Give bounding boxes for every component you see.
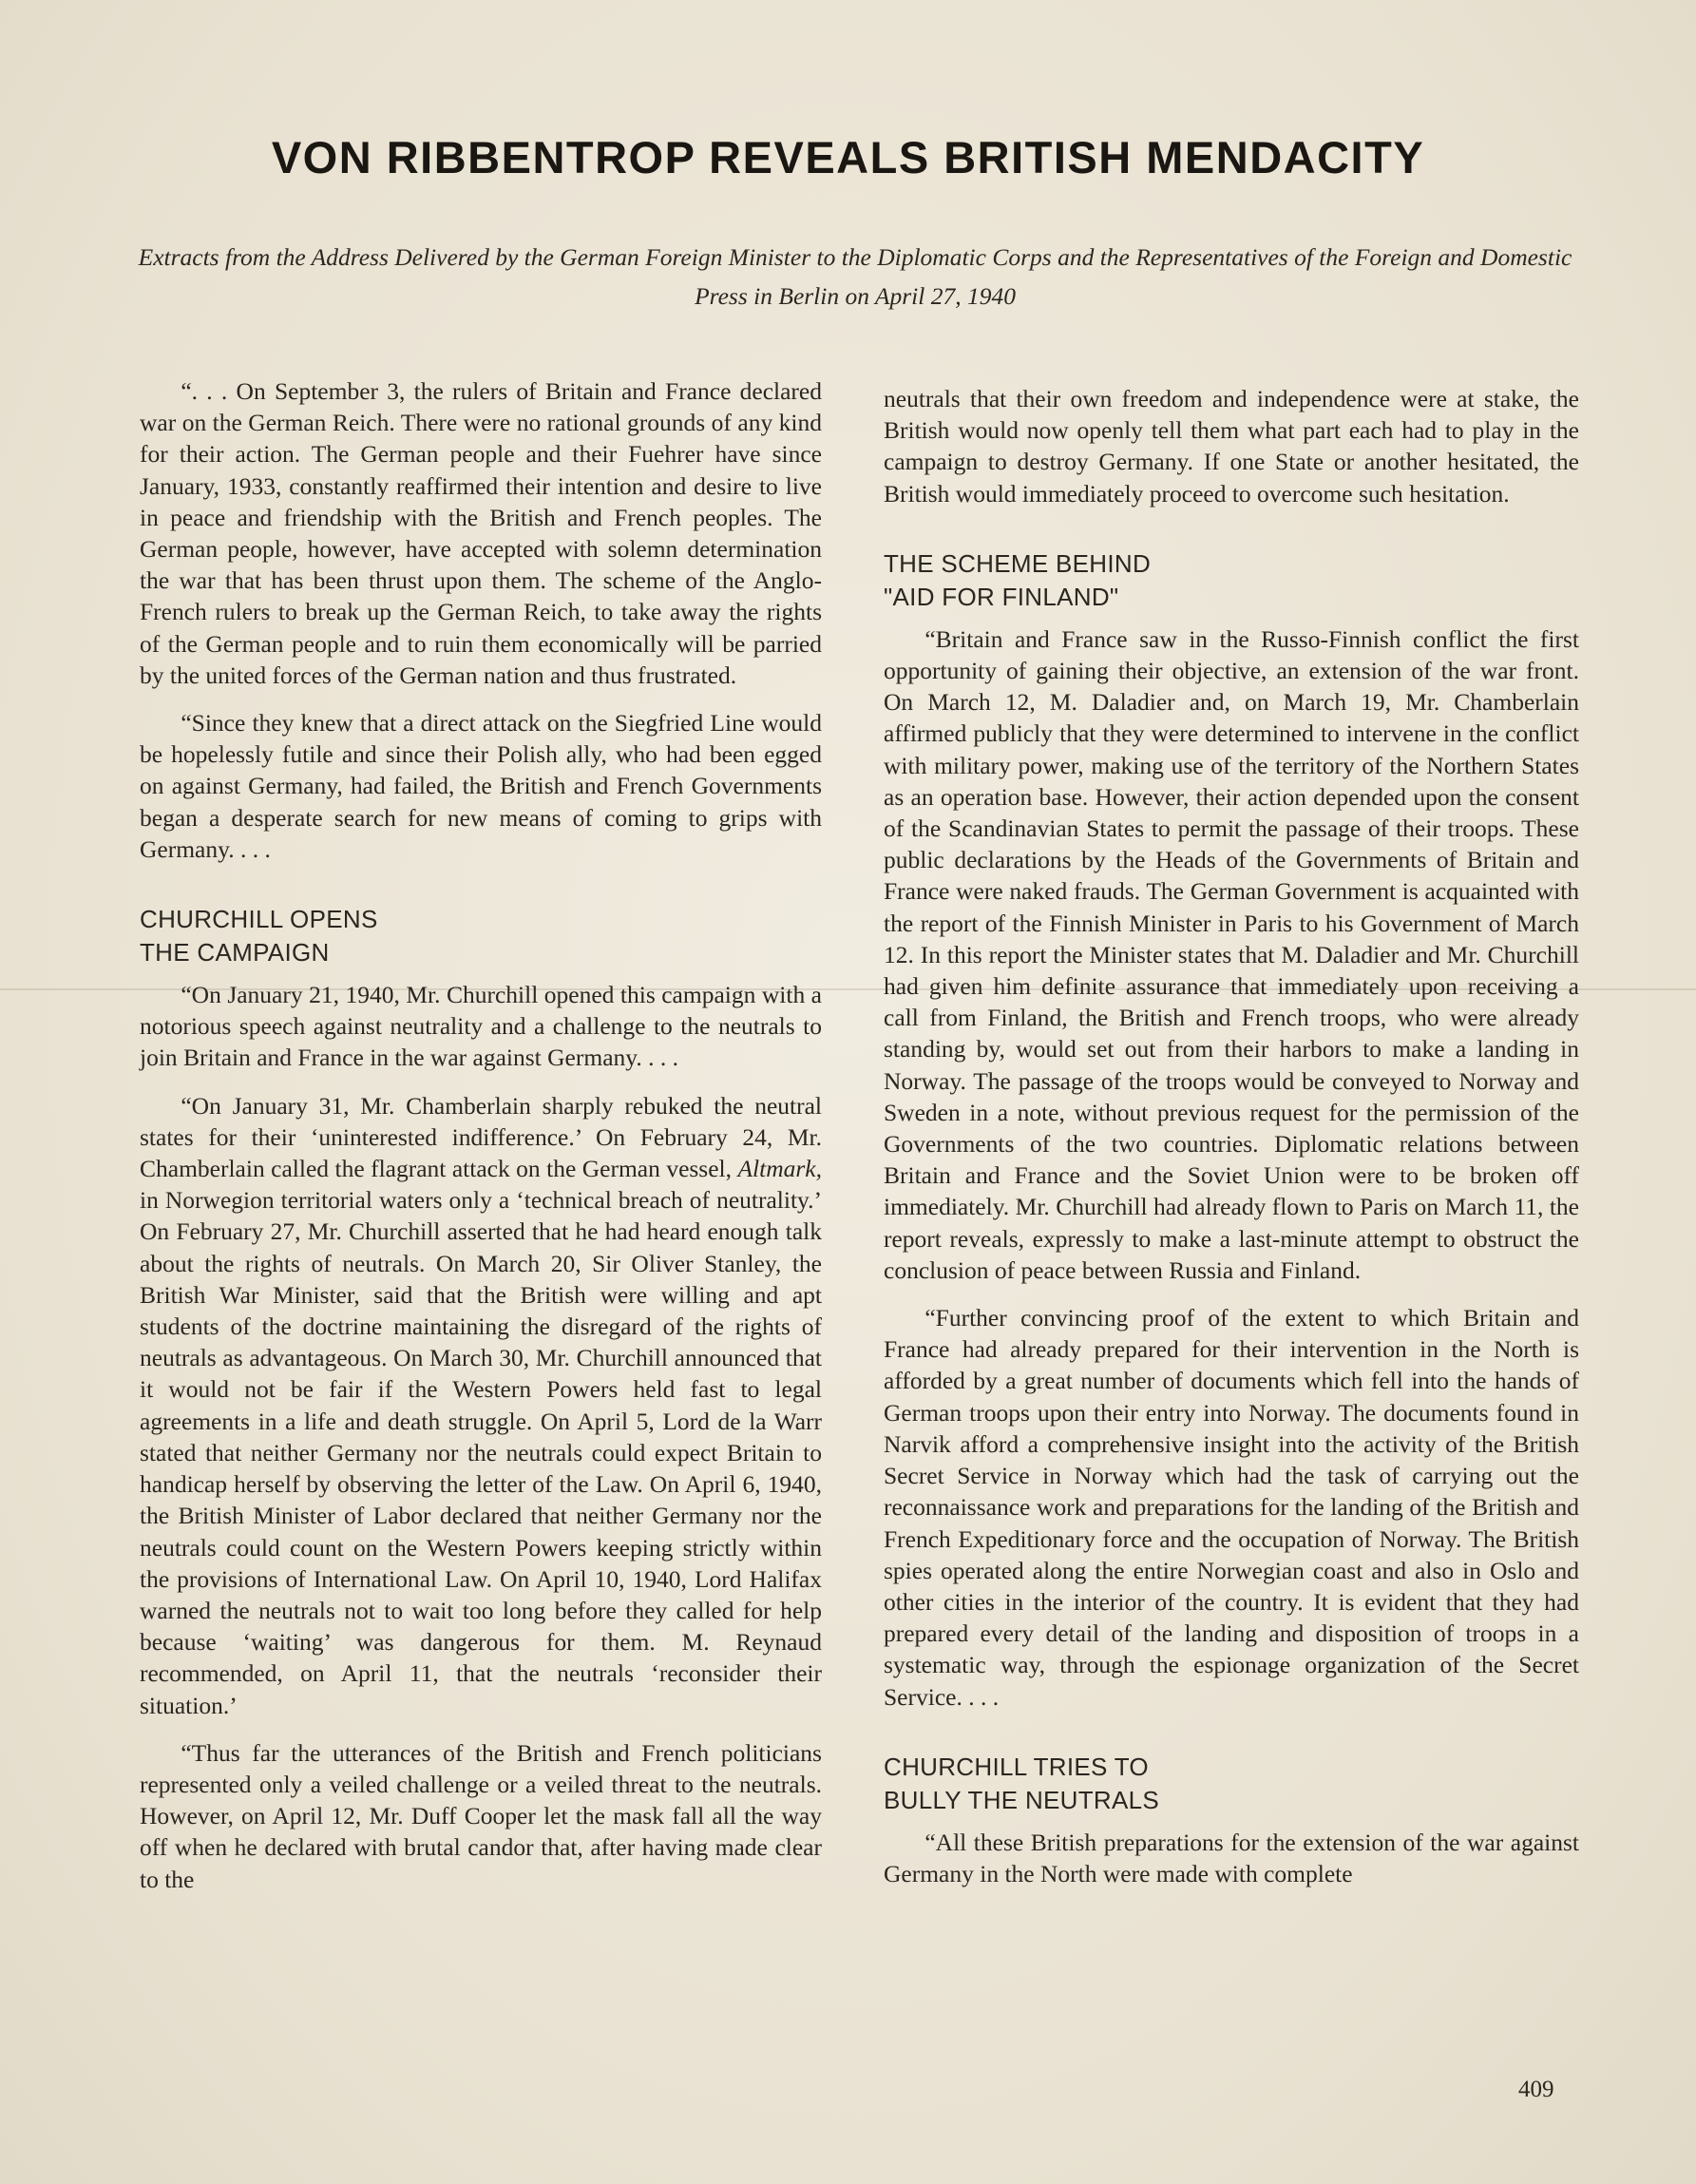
paragraph: “On January 21, 1940, Mr. Churchill opened this campaign with a notorious speech against neutrality and a challenge to the neutrals to join Britain and France in the war against Germany. . . . — [140, 981, 822, 1072]
heading-line: THE CAMPAIGN — [140, 938, 330, 967]
paragraph: “Thus far the utterances of the British and French politicians represented only a veiled challenge or a veiled threat to the neutrals. However, on April 12, Mr. Duff Cooper let the mask fall all the way off when he declared with brutal candor that, after having made clear to the — [140, 1738, 822, 1893]
paragraph: “All these British preparations for the extension of the war against Germany in the North were made with complete — [884, 1828, 1579, 1887]
heading-line: BULLY THE NEUTRALS — [884, 1785, 1160, 1814]
left-column — [140, 375, 822, 1911]
heading-line: "AID FOR FINLAND" — [884, 582, 1119, 611]
heading-line: CHURCHILL TRIES TO — [884, 1752, 1149, 1781]
right-column — [884, 383, 1579, 1906]
page-number: 409 — [1518, 2077, 1554, 2102]
section-heading-bully-neutrals — [884, 1751, 1579, 1817]
section-heading-churchill-opens — [140, 903, 822, 969]
paragraph — [140, 1090, 822, 1721]
paragraph: “Since they knew that a direct attack on the Siegfried Line would be hopelessly futile and since their Polish ally, who had been egged on against Germany, had failed, the British and French Governments began a desperate search for new means of coming to grips with Germany. . . . — [140, 709, 822, 863]
heading-line: CHURCHILL OPENS — [140, 905, 378, 934]
paragraph: “. . . On September 3, the rulers of Britain and France declared war on the German Reich. There were no rational grounds of any kind for their action. The German people and their Fuehrer have since January, 1933, constantly reaffirmed their intention and desire to live in peace and friendship with the British and French peoples. The German people, however, have accepted with solemn determination the war that has been thrust upon them. The scheme of the Anglo-French rulers to break up the German Reich, to take away the rights of the German people and to ruin them economically will be parried by the united forces of the German nation and thus frustrated. — [140, 377, 822, 689]
paragraph: “Britain and France saw in the Russo-Finnish conflict the first opportunity of gaining their objective, an extension of the war front. On March 12, M. Daladier and, on March 19, Mr. Chamberlain affirmed publicly that they were determined to intervene in the conflict with military power, making use of the territory of the Northern States as an operation base. However, their action depended upon the consent of the Scandinavian States to permit the passage of their troops. These public declarations by the Heads of the Governments of Britain and France were naked frauds. The German Government is acquainted with the report of the Finnish Minister in Paris to his Government of March 12. In this report the Minister states that M. Daladier and Mr. Churchill had given him definite assurance that immediately upon receiving a call from Finland, the British and French troops, who were already standing by, would set out from their harbors to make a landing in Norway. The passage of the troops would be conveyed to Norway and Sweden in a note, without previous request for the permission of the Governments of the two countries. Diplomatic relations between Britain and France and the Soviet Union were to be broken off immediately. Mr. Churchill had already flown to Paris on March 11, the report reveals, expressly to make a last-minute attempt to obstruct the conclusion of peace between Russia and Finland. — [884, 624, 1579, 1284]
heading-line: THE SCHEME BEHIND — [884, 548, 1152, 578]
paragraph-text: “On January 31, Mr. Chamberlain sharply rebuked the neutral states for their ‘uninterested indifference.’ On February 24, Mr. Chamberlain called the flagrant attack on the German vessel, — [140, 1091, 822, 1183]
paragraph-text: in Norwegion territorial waters only a ‘technical breach of neutrality.’ On February 27, Mr. Churchill asserted that he had heard enough talk about the rights of neutrals. On March 20, Sir Oliver Stanley, the British War Minister, said that the British were willing and apt students of the doctrine maintaining the disregard of the rights of neutrals as advantageous. On March 30, Mr. Churchill announced that it would not be fair if the Western Powers held fast to legal agreements in a life and death struggle. On April 5, Lord de la Warr stated that neither Germany nor the neutrals could expect Britain to handicap herself by observing the letter of the Law. On April 6, 1940, the British Minister of Labor declared that neither Germany nor the neutrals could count on the Western Powers keeping strictly within the provisions of International Law. On April 10, 1940, Lord Halifax warned the neutrals not to wait too long before they called for help because ‘waiting’ was dangerous for them. M. Reynaud recommended, on April 11, that the neutrals ‘reconsider their situation.’ — [140, 1186, 822, 1719]
paragraph-continued: neutrals that their own freedom and independence were at stake, the British would now openly tell them what part each had to play in the campaign to destroy Germany. If one State or another hesitated, the British would immediately proceed to overcome such hesitation. — [884, 385, 1579, 508]
paragraph: “Further convincing proof of the extent to which Britain and France had already prepared for their intervention in the North is afforded by a great number of documents which fell into the hands of German troops upon their entry into Norway. The documents found in Narvik afford a comprehensive insight into the activity of the British Secret Service in Norway which had the task of carrying out the reconnaissance work and preparations for the landing of the British and French Expeditionary force and the occupation of Norway. The British spies operated along the entire Norwegian coast and also in Oslo and other cities in the interior of the country. It is evident that they had prepared every detail of the landing and disposition of troops in a systematic way, through the espionage organization of the Secret Service. . . . — [884, 1304, 1579, 1711]
article-title: VON RIBBENTROP REVEALS BRITISH MENDACITY — [271, 132, 1425, 182]
section-heading-aid-for-finland — [884, 547, 1579, 614]
article-subtitle: Extracts from the Address Delivered by the German Foreign Minister to the Diplomatic Corps and the Representatives of the Foreign and Domestic Press in Berlin on April 27, 1940 — [138, 243, 1572, 310]
ship-name: Altmark, — [737, 1155, 822, 1183]
